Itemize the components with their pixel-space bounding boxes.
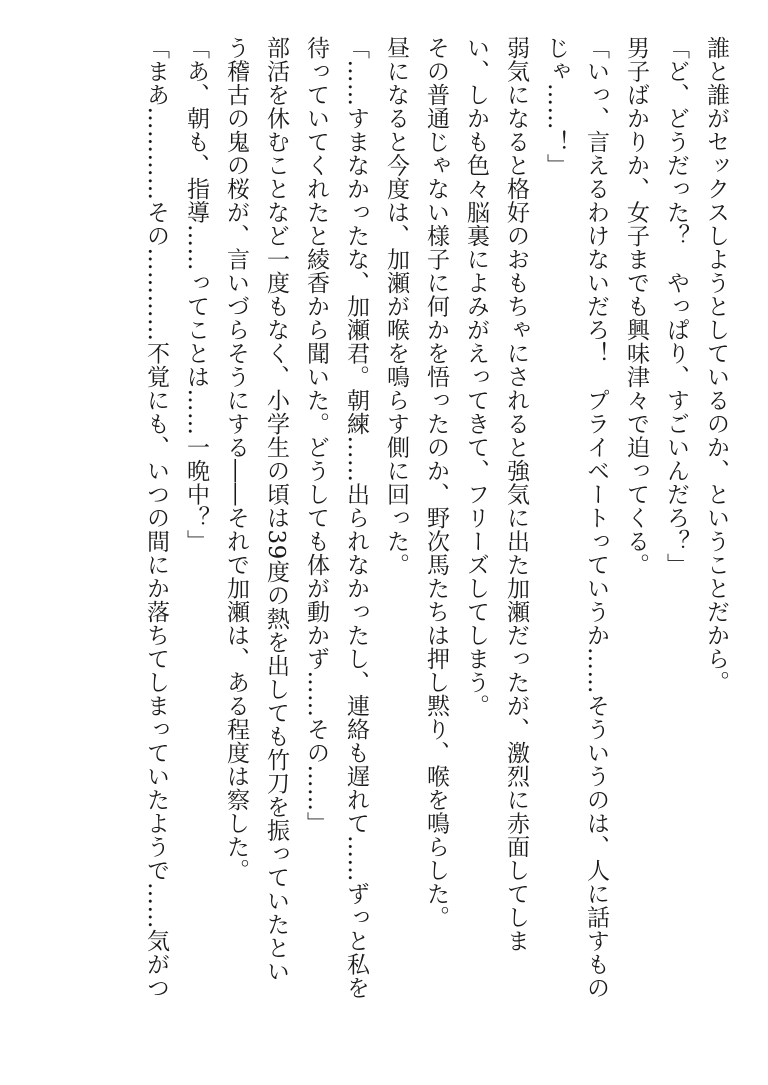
vertical-text-body — [36, 36, 736, 1056]
text-line-3: 男子ばかりか、女子までも興味津々で迫ってくる。 — [623, 36, 649, 577]
text-line-4: 「いっ、言えるわけないだろ！ プライベートっていうか……そういうのは、人に話すもの — [583, 36, 609, 1000]
text-line-1: 誰と誰がセックスしようとしているのか、ということだから。 — [703, 36, 729, 694]
text-line-14: 「あ、朝も、指導……ってことは……一晩中？」 — [183, 36, 209, 553]
text-line-10: 「……すまなかったな、加瀬君。朝練……出られなかったし、連絡も遅れて……ずっと私を — [343, 36, 369, 1000]
text-line-12: 部活を休むことなど一度もなく、小学生の頃は39度の熱を出しても竹刀を振っていたとい — [263, 36, 289, 983]
text-line-11: 待っていてくれたと綾香から聞いた。どうしても体が動かず……その……」 — [303, 36, 329, 835]
text-line-5: じゃ……！」 — [543, 36, 569, 177]
text-line-13: う稽古の鬼の桜が、言いづらそうにする――それで加瀬は、ある程度は察した。 — [223, 36, 249, 882]
text-line-6: 弱気になると格好のおもちゃにされると強気に出た加瀬だったが、激烈に赤面してしま — [503, 36, 529, 953]
text-line-2: 「ど、どうだった？ やっぱり、すごいんだろ？」 — [663, 36, 689, 577]
text-line-8: その普通じゃない様子に何かを悟ったのか、野次馬たちは押し黙り、喉を鳴らした。 — [423, 36, 449, 929]
text-line-9: 昼になると今度は、加瀬が喉を鳴らす側に回った。 — [383, 36, 409, 577]
text-line-7: い、しかも色々脳裏によみがえってきて、フリーズしてしまう。 — [463, 36, 489, 718]
text-line-15: 「まあ…………その…………不覚にも、いつの間にか落ちてしまっていたようで……気がつ — [143, 36, 169, 1000]
